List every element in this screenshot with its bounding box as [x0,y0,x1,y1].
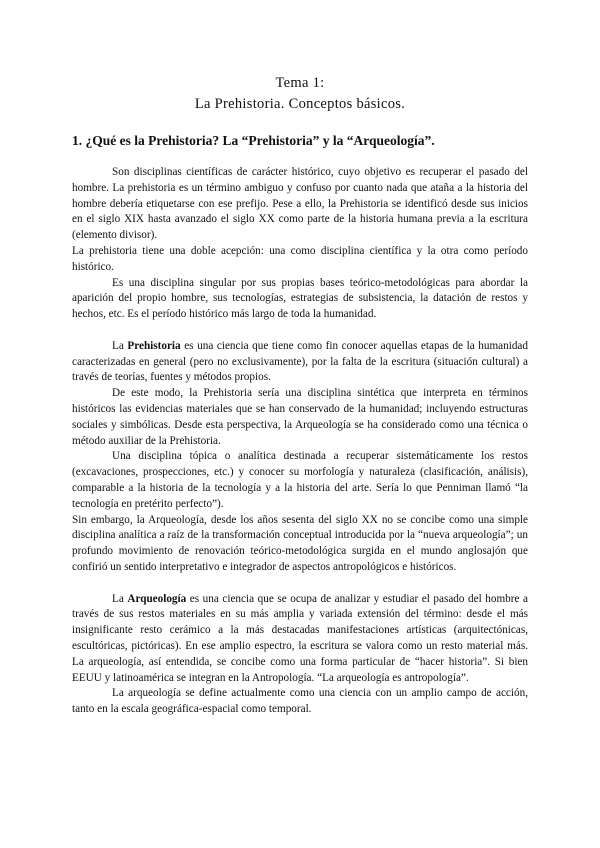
section-heading: 1. ¿Qué es la Prehistoria? La “Prehistoria” y la “Arqueología”. [72,133,435,148]
paragraph-synthetic-discipline: De este modo, la Prehistoria sería una disciplina sintética que interpreta en términos históricos las evidencias materiales que se han conservado de la humanidad; incluyendo estructuras sociales y simbólicas. Desde esta perspectiva, la Arqueología se ha considerado como una técnica o método auxiliar de la Prehistoria. [72,387,528,447]
paragraph-arqueologia-definition [72,592,528,687]
paragraph-singular-discipline: Es una disciplina singular por sus propias bases teórico-metodológicas para abordar la aparición del propio hombre, sus tecnologías, estrategias de subsistencia, la datación de restos y hechos, etc. Es el período histórico más largo de toda la humanidad. [72,276,528,321]
prehistoria-term: Prehistoria [127,339,181,352]
paragraph-intro: Son disciplinas científicas de carácter histórico, cuyo objetivo es recuperar el pasado del hombre. La prehistoria es un término ambiguo y confuso por cuanto nada que ataña a la historia del hombre debería etiquetarse con ese prefijo. Pese a ello, la Prehistoria se identificó desde sus inicios en el siglo XIX hasta avanzado el siglo XX como parte de la historia humana previa a la escritura (elemento divisor). [72,166,528,242]
title-block [0,73,600,115]
paragraph-analytic-discipline: Una disciplina tópica o analítica destinada a recuperar sistemáticamente los restos (excavaciones, prospecciones, etc.) y conocer su morfología y naturaleza (clasificación, análisis), comparable a la historia de la tecnología y a la historia del arte. Sería lo que Penniman llamó “la tecnología en pretérito perfecto”). [72,450,528,510]
arqueologia-lead: La [112,592,128,605]
paragraph-current-definition: La arqueología se define actualmente como una ciencia con un amplio campo de acción, tanto en la escala geográfica-espacial como temporal. [72,687,528,716]
document-title: La Prehistoria. Conceptos básicos. [194,96,406,112]
arqueologia-term: Arqueología [127,592,187,605]
prehistoria-lead: La [112,339,128,352]
paragraph-new-archaeology: Sin embargo, la Arqueología, desde los años sesenta del siglo XX no se concibe como una simple disciplina analítica a raíz de la transformación conceptual introducida por la “nueva arqueología”; un profundo movimiento de renovación teórico-metodológica surgida en el mundo anglosajón que confirió un sentido interpretativo e integrador de aspectos antropológicos e históricos. [72,513,528,573]
paragraph-prehistoria-definition [72,339,528,386]
paragraph-double-meaning: La prehistoria tiene una doble acepción: una como disciplina científica y la otra como período histórico. [72,244,528,273]
body-text [72,165,528,718]
topic-number: Tema 1: [275,75,325,91]
arqueologia-definition-text: es una ciencia que se ocupa de analizar y estudiar el pasado del hombre a través de sus restos materiales en su más amplia y variada extensión del término: desde el más insignificante resto cerámico a la más destacadas manifestaciones artísticas (arquitectónicas, escultóricas, pictóricas). En ese amplio espectro, la escritura se valora como un resto material más. La arqueología, así entendida, se concibe como una forma particular de “hacer historia”. Si bien EEUU y latinoamérica se integran en la Antropología. “La arqueología es antropología”. [72,592,528,684]
prehistoria-definition-text: es una ciencia que tiene como fin conocer aquellas etapas de la humanidad caracterizadas en general (pero no exclusivamente), por la falta de la escritura (situación cultural) a través de teorías, fuentes y métodos propios. [72,339,528,384]
